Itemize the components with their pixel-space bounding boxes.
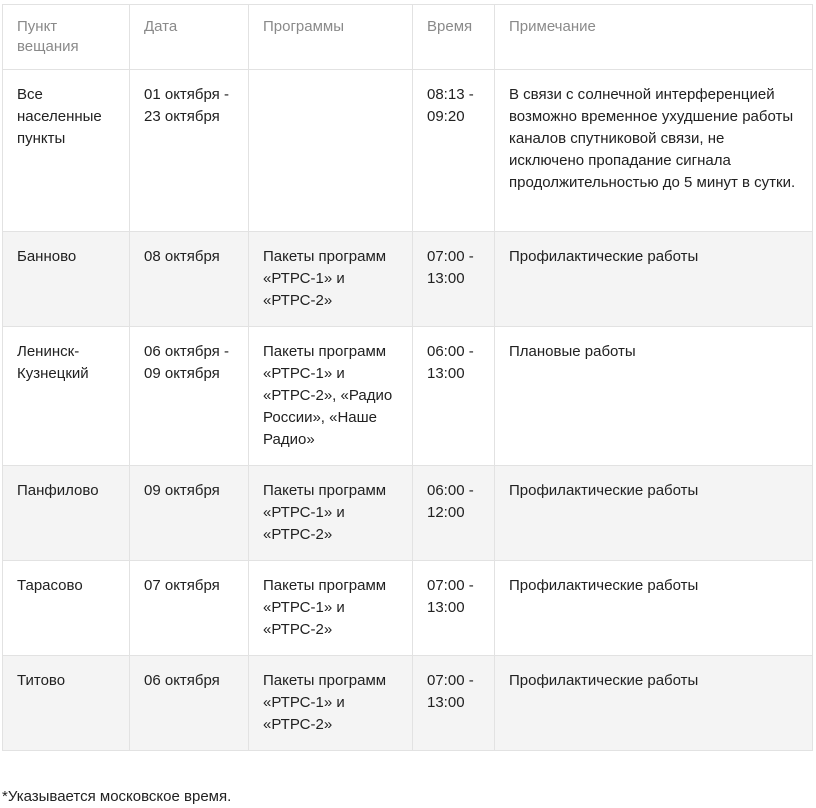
cell-date: 08 октября [130, 232, 249, 327]
cell-place: Тарасово [3, 561, 130, 656]
header-programs: Программы [249, 5, 413, 70]
cell-place: Банново [3, 232, 130, 327]
cell-programs: Пакеты программ «РТРС-1» и «РТРС-2» [249, 561, 413, 656]
table-header-row [3, 5, 813, 70]
cell-time: 08:13 - 09:20 [413, 70, 495, 232]
table-row [3, 656, 813, 751]
cell-date: 09 октября [130, 466, 249, 561]
header-date: Дата [130, 5, 249, 70]
cell-programs: Пакеты программ «РТРС-1» и «РТРС-2» [249, 656, 413, 751]
cell-date: 01 октября - 23 октября [130, 70, 249, 232]
table-row [3, 327, 813, 466]
table-row [3, 561, 813, 656]
cell-time: 06:00 - 12:00 [413, 466, 495, 561]
cell-programs: Пакеты программ «РТРС-1» и «РТРС-2», «Радио России», «Наше Радио» [249, 327, 413, 466]
cell-place: Ленинск-Кузнецкий [3, 327, 130, 466]
table-row [3, 232, 813, 327]
cell-note: Профилактические работы [495, 561, 813, 656]
header-note: Примечание [495, 5, 813, 70]
cell-programs [249, 70, 413, 232]
footnote-moscow-time: *Указывается московское время. [2, 788, 232, 805]
cell-time: 07:00 - 13:00 [413, 232, 495, 327]
cell-note: Профилактические работы [495, 656, 813, 751]
cell-programs: Пакеты программ «РТРС-1» и «РТРС-2» [249, 466, 413, 561]
cell-date: 06 октября - 09 октября [130, 327, 249, 466]
cell-date: 07 октября [130, 561, 249, 656]
cell-programs: Пакеты программ «РТРС-1» и «РТРС-2» [249, 232, 413, 327]
header-place: Пункт вещания [3, 5, 130, 70]
broadcast-schedule-table [2, 4, 813, 751]
cell-time: 06:00 - 13:00 [413, 327, 495, 466]
cell-note: В связи с солнечной интерференцией возможно временное ухудшение работы каналов спутниковой связи, не исключено пропадание сигнала продолжительностью до 5 минут в сутки. [495, 70, 813, 232]
cell-time: 07:00 - 13:00 [413, 561, 495, 656]
cell-time: 07:00 - 13:00 [413, 656, 495, 751]
header-time: Время [413, 5, 495, 70]
cell-note: Профилактические работы [495, 466, 813, 561]
cell-place: Все населенные пункты [3, 70, 130, 232]
table-row [3, 466, 813, 561]
cell-place: Панфилово [3, 466, 130, 561]
table-row [3, 70, 813, 232]
cell-note: Профилактические работы [495, 232, 813, 327]
cell-note: Плановые работы [495, 327, 813, 466]
cell-date: 06 октября [130, 656, 249, 751]
cell-place: Титово [3, 656, 130, 751]
